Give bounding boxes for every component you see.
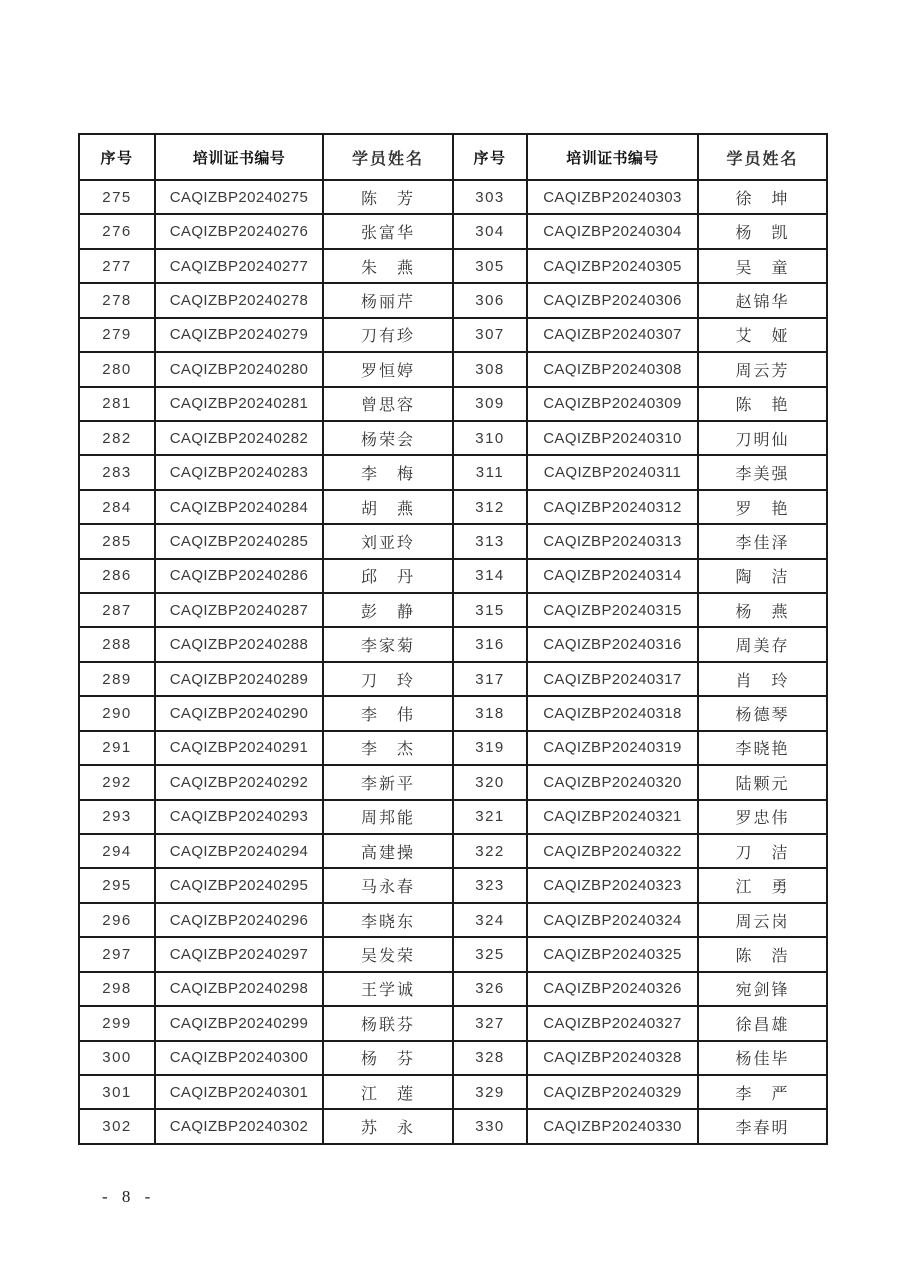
table-row (79, 352, 827, 386)
cell-certificate-left: CAQIZBP20240294 (155, 834, 323, 868)
cell-serial-right: 303 (453, 180, 527, 214)
cell-student-name-left: 刀有珍 (323, 318, 453, 352)
cell-student-name-left: 张富华 (323, 214, 453, 248)
cell-certificate-right: CAQIZBP20240307 (527, 318, 698, 352)
table-row (79, 490, 827, 524)
cell-serial-left: 300 (79, 1041, 155, 1075)
cell-student-name-left: 王学诚 (323, 972, 453, 1006)
cell-certificate-left: CAQIZBP20240290 (155, 696, 323, 730)
cell-serial-left: 288 (79, 627, 155, 661)
cell-student-name-right: 杨 燕 (698, 593, 827, 627)
cell-certificate-left: CAQIZBP20240295 (155, 868, 323, 902)
table-row (79, 1006, 827, 1040)
cell-serial-right: 311 (453, 455, 527, 489)
table-row (79, 214, 827, 248)
cell-serial-left: 295 (79, 868, 155, 902)
cell-student-name-left: 邱 丹 (323, 559, 453, 593)
table-row (79, 731, 827, 765)
cell-certificate-left: CAQIZBP20240289 (155, 662, 323, 696)
cell-student-name-left: 陈 芳 (323, 180, 453, 214)
table-row (79, 1041, 827, 1075)
cell-serial-right: 330 (453, 1109, 527, 1144)
cell-serial-right: 326 (453, 972, 527, 1006)
table-row (79, 249, 827, 283)
cell-certificate-right: CAQIZBP20240318 (527, 696, 698, 730)
cell-serial-right: 305 (453, 249, 527, 283)
cell-serial-right: 316 (453, 627, 527, 661)
cell-certificate-left: CAQIZBP20240280 (155, 352, 323, 386)
cell-certificate-left: CAQIZBP20240293 (155, 800, 323, 834)
table-row (79, 1075, 827, 1109)
cell-student-name-left: 刀 玲 (323, 662, 453, 696)
cell-student-name-left: 彭 静 (323, 593, 453, 627)
cell-student-name-right: 周云岗 (698, 903, 827, 937)
cell-student-name-left: 胡 燕 (323, 490, 453, 524)
cell-student-name-left: 李 梅 (323, 455, 453, 489)
cell-serial-right: 322 (453, 834, 527, 868)
cell-serial-left: 296 (79, 903, 155, 937)
cell-certificate-left: CAQIZBP20240299 (155, 1006, 323, 1040)
cell-serial-right: 312 (453, 490, 527, 524)
table-row (79, 524, 827, 558)
header-serial-right: 序号 (453, 134, 527, 180)
cell-student-name-right: 罗忠伟 (698, 800, 827, 834)
cell-student-name-left: 周邦能 (323, 800, 453, 834)
cell-serial-right: 328 (453, 1041, 527, 1075)
cell-student-name-left: 杨联芬 (323, 1006, 453, 1040)
header-name-left: 学员姓名 (323, 134, 453, 180)
cell-serial-right: 308 (453, 352, 527, 386)
cell-serial-right: 313 (453, 524, 527, 558)
cell-certificate-right: CAQIZBP20240305 (527, 249, 698, 283)
cell-certificate-right: CAQIZBP20240320 (527, 765, 698, 799)
cell-serial-left: 294 (79, 834, 155, 868)
cell-certificate-left: CAQIZBP20240286 (155, 559, 323, 593)
cell-student-name-right: 吴 童 (698, 249, 827, 283)
table-row (79, 318, 827, 352)
cell-student-name-left: 高建操 (323, 834, 453, 868)
cell-student-name-left: 李家菊 (323, 627, 453, 661)
cell-student-name-right: 陶 洁 (698, 559, 827, 593)
table-header-row (79, 134, 827, 180)
cell-serial-left: 282 (79, 421, 155, 455)
cell-serial-right: 306 (453, 283, 527, 317)
cell-serial-left: 275 (79, 180, 155, 214)
cell-serial-right: 314 (453, 559, 527, 593)
cell-certificate-left: CAQIZBP20240292 (155, 765, 323, 799)
cell-student-name-right: 周美存 (698, 627, 827, 661)
cell-serial-right: 319 (453, 731, 527, 765)
cell-certificate-left: CAQIZBP20240276 (155, 214, 323, 248)
cell-student-name-right: 罗 艳 (698, 490, 827, 524)
cell-serial-right: 307 (453, 318, 527, 352)
header-name-right: 学员姓名 (698, 134, 827, 180)
table-row (79, 593, 827, 627)
table-row (79, 559, 827, 593)
cell-student-name-right: 江 勇 (698, 868, 827, 902)
cell-serial-left: 287 (79, 593, 155, 627)
cell-serial-left: 284 (79, 490, 155, 524)
cell-certificate-left: CAQIZBP20240279 (155, 318, 323, 352)
cell-certificate-left: CAQIZBP20240301 (155, 1075, 323, 1109)
table-row (79, 868, 827, 902)
cell-certificate-right: CAQIZBP20240327 (527, 1006, 698, 1040)
cell-certificate-left: CAQIZBP20240282 (155, 421, 323, 455)
cell-serial-right: 304 (453, 214, 527, 248)
cell-certificate-left: CAQIZBP20240298 (155, 972, 323, 1006)
cell-serial-left: 290 (79, 696, 155, 730)
cell-serial-right: 329 (453, 1075, 527, 1109)
cell-serial-right: 324 (453, 903, 527, 937)
cell-serial-right: 323 (453, 868, 527, 902)
cell-certificate-left: CAQIZBP20240300 (155, 1041, 323, 1075)
cell-certificate-left: CAQIZBP20240296 (155, 903, 323, 937)
cell-student-name-right: 李佳泽 (698, 524, 827, 558)
cell-student-name-right: 徐昌雄 (698, 1006, 827, 1040)
cell-serial-right: 317 (453, 662, 527, 696)
table-row (79, 421, 827, 455)
table-body (79, 180, 827, 1144)
cell-student-name-left: 罗恒婷 (323, 352, 453, 386)
cell-certificate-left: CAQIZBP20240284 (155, 490, 323, 524)
cell-student-name-left: 杨丽芹 (323, 283, 453, 317)
cell-student-name-right: 杨佳毕 (698, 1041, 827, 1075)
table-row (79, 937, 827, 971)
cell-serial-left: 293 (79, 800, 155, 834)
cell-serial-right: 320 (453, 765, 527, 799)
cell-serial-left: 279 (79, 318, 155, 352)
cell-certificate-left: CAQIZBP20240302 (155, 1109, 323, 1144)
cell-certificate-left: CAQIZBP20240287 (155, 593, 323, 627)
table-row (79, 903, 827, 937)
cell-certificate-right: CAQIZBP20240319 (527, 731, 698, 765)
cell-student-name-left: 马永春 (323, 868, 453, 902)
cell-student-name-left: 曾思容 (323, 387, 453, 421)
table-row (79, 455, 827, 489)
cell-serial-left: 297 (79, 937, 155, 971)
cell-certificate-right: CAQIZBP20240316 (527, 627, 698, 661)
cell-certificate-right: CAQIZBP20240323 (527, 868, 698, 902)
table-row (79, 387, 827, 421)
cell-student-name-right: 李春明 (698, 1109, 827, 1144)
cell-serial-right: 318 (453, 696, 527, 730)
cell-student-name-left: 李新平 (323, 765, 453, 799)
cell-student-name-right: 刀明仙 (698, 421, 827, 455)
cell-certificate-left: CAQIZBP20240291 (155, 731, 323, 765)
cell-certificate-left: CAQIZBP20240275 (155, 180, 323, 214)
cell-student-name-left: 杨荣会 (323, 421, 453, 455)
cell-serial-left: 298 (79, 972, 155, 1006)
table-header (79, 134, 827, 180)
cell-serial-left: 289 (79, 662, 155, 696)
cell-serial-left: 299 (79, 1006, 155, 1040)
cell-certificate-left: CAQIZBP20240285 (155, 524, 323, 558)
cell-student-name-right: 陆颗元 (698, 765, 827, 799)
cell-certificate-right: CAQIZBP20240304 (527, 214, 698, 248)
cell-serial-left: 281 (79, 387, 155, 421)
cell-student-name-right: 刀 洁 (698, 834, 827, 868)
cell-student-name-right: 杨 凯 (698, 214, 827, 248)
cell-certificate-right: CAQIZBP20240303 (527, 180, 698, 214)
cell-certificate-right: CAQIZBP20240314 (527, 559, 698, 593)
cell-certificate-left: CAQIZBP20240288 (155, 627, 323, 661)
cell-student-name-right: 陈 浩 (698, 937, 827, 971)
cell-serial-left: 292 (79, 765, 155, 799)
table-row (79, 834, 827, 868)
cell-certificate-right: CAQIZBP20240329 (527, 1075, 698, 1109)
cell-certificate-right: CAQIZBP20240312 (527, 490, 698, 524)
table-row (79, 972, 827, 1006)
table-row (79, 800, 827, 834)
cell-certificate-left: CAQIZBP20240297 (155, 937, 323, 971)
cell-student-name-right: 宛剑锋 (698, 972, 827, 1006)
cell-student-name-right: 徐 坤 (698, 180, 827, 214)
cell-certificate-right: CAQIZBP20240313 (527, 524, 698, 558)
cell-serial-right: 325 (453, 937, 527, 971)
cell-certificate-left: CAQIZBP20240283 (155, 455, 323, 489)
cell-student-name-right: 杨德琴 (698, 696, 827, 730)
cell-serial-right: 310 (453, 421, 527, 455)
cell-student-name-right: 李晓艳 (698, 731, 827, 765)
table-row (79, 696, 827, 730)
cell-student-name-left: 苏 永 (323, 1109, 453, 1144)
cell-student-name-left: 朱 燕 (323, 249, 453, 283)
table-row (79, 180, 827, 214)
cell-certificate-right: CAQIZBP20240309 (527, 387, 698, 421)
cell-certificate-right: CAQIZBP20240317 (527, 662, 698, 696)
cell-serial-left: 286 (79, 559, 155, 593)
cell-certificate-right: CAQIZBP20240325 (527, 937, 698, 971)
cell-serial-left: 302 (79, 1109, 155, 1144)
cell-student-name-left: 李 杰 (323, 731, 453, 765)
cell-serial-left: 276 (79, 214, 155, 248)
cell-certificate-left: CAQIZBP20240278 (155, 283, 323, 317)
cell-serial-left: 283 (79, 455, 155, 489)
cell-student-name-right: 陈 艳 (698, 387, 827, 421)
table-row (79, 1109, 827, 1144)
cell-certificate-right: CAQIZBP20240315 (527, 593, 698, 627)
table-row (79, 765, 827, 799)
table-row (79, 662, 827, 696)
cell-certificate-right: CAQIZBP20240322 (527, 834, 698, 868)
cell-serial-left: 301 (79, 1075, 155, 1109)
cell-serial-left: 291 (79, 731, 155, 765)
cell-certificate-right: CAQIZBP20240328 (527, 1041, 698, 1075)
cell-certificate-left: CAQIZBP20240281 (155, 387, 323, 421)
cell-certificate-right: CAQIZBP20240330 (527, 1109, 698, 1144)
cell-serial-right: 321 (453, 800, 527, 834)
cell-serial-right: 315 (453, 593, 527, 627)
cell-serial-left: 277 (79, 249, 155, 283)
table-row (79, 627, 827, 661)
cell-serial-left: 285 (79, 524, 155, 558)
cell-serial-right: 309 (453, 387, 527, 421)
cell-certificate-right: CAQIZBP20240308 (527, 352, 698, 386)
cell-certificate-right: CAQIZBP20240306 (527, 283, 698, 317)
header-certificate-right: 培训证书编号 (527, 134, 698, 180)
cell-student-name-left: 李 伟 (323, 696, 453, 730)
cell-student-name-right: 艾 娅 (698, 318, 827, 352)
page-number: - 8 - (102, 1187, 156, 1206)
cell-student-name-left: 李晓东 (323, 903, 453, 937)
cell-certificate-right: CAQIZBP20240311 (527, 455, 698, 489)
cell-certificate-left: CAQIZBP20240277 (155, 249, 323, 283)
cell-serial-left: 278 (79, 283, 155, 317)
cell-student-name-right: 肖 玲 (698, 662, 827, 696)
cell-student-name-right: 李美强 (698, 455, 827, 489)
cell-certificate-right: CAQIZBP20240324 (527, 903, 698, 937)
cell-serial-left: 280 (79, 352, 155, 386)
cell-student-name-right: 周云芳 (698, 352, 827, 386)
cell-student-name-left: 江 莲 (323, 1075, 453, 1109)
cell-certificate-right: CAQIZBP20240326 (527, 972, 698, 1006)
cell-student-name-left: 刘亚玲 (323, 524, 453, 558)
cell-certificate-right: CAQIZBP20240321 (527, 800, 698, 834)
header-certificate-left: 培训证书编号 (155, 134, 323, 180)
cell-certificate-right: CAQIZBP20240310 (527, 421, 698, 455)
header-serial-left: 序号 (79, 134, 155, 180)
cell-student-name-left: 吴发荣 (323, 937, 453, 971)
table-row (79, 283, 827, 317)
cell-student-name-right: 李 严 (698, 1075, 827, 1109)
cell-serial-right: 327 (453, 1006, 527, 1040)
certificate-table (78, 133, 828, 1145)
cell-student-name-left: 杨 芬 (323, 1041, 453, 1075)
cell-student-name-right: 赵锦华 (698, 283, 827, 317)
